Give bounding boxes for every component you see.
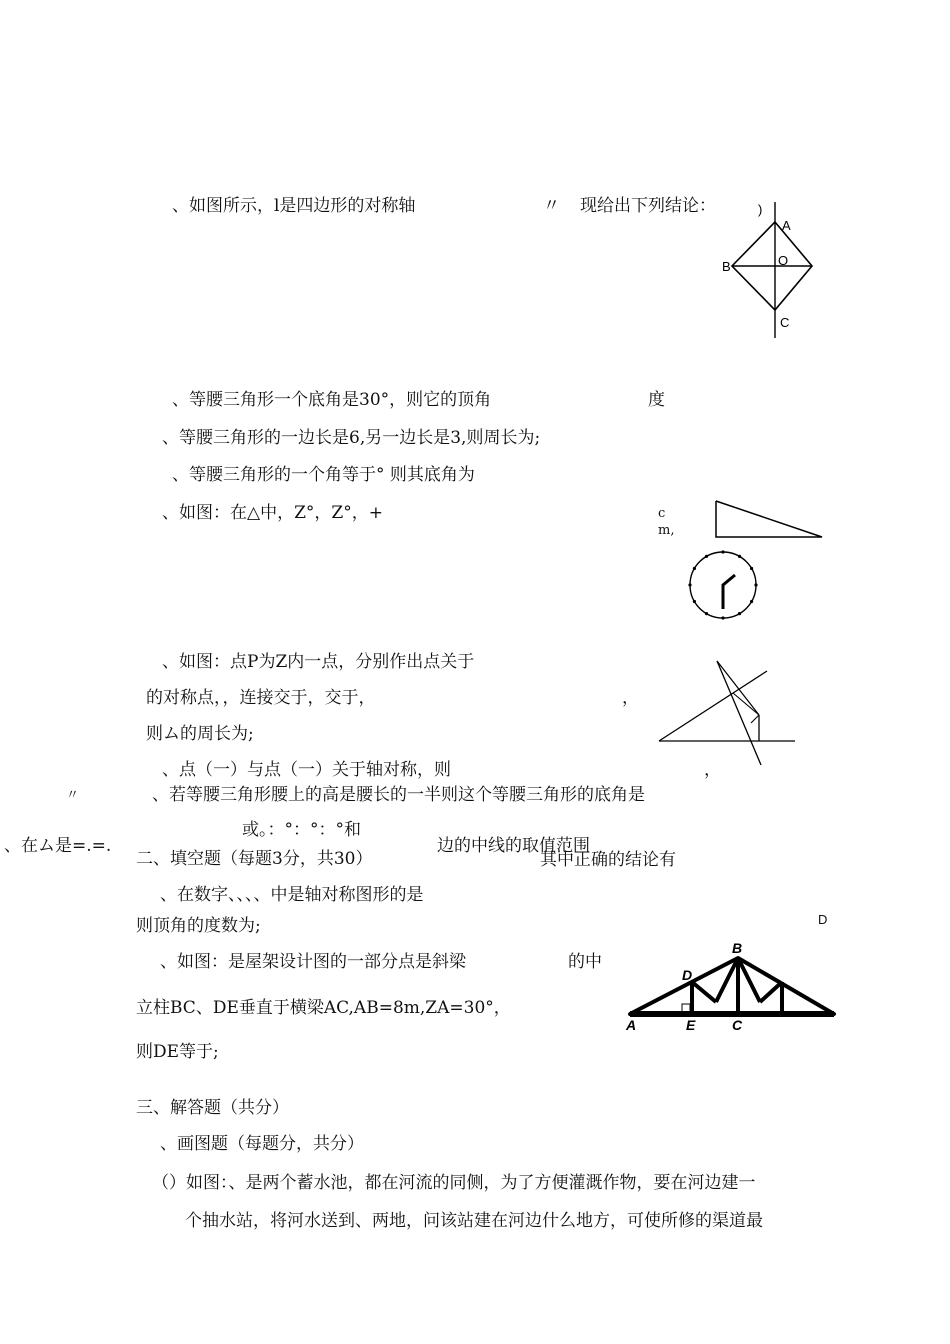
question-roof-line1: 、如图：是屋架设计图的一部分点是斜梁 — [160, 952, 466, 972]
point-p-comma: ， — [622, 688, 639, 708]
right-triangle-figure — [710, 497, 830, 542]
question-axis-symmetry: 、点（一）与点（一）关于轴对称，则 — [162, 760, 451, 780]
question-correct-count: 其中正确的结论有 — [540, 850, 676, 870]
label-o: O — [778, 253, 789, 268]
label-paren: ) — [758, 202, 763, 217]
margin-mark: 〃 — [66, 788, 80, 803]
question-pump-line1: （）如图：、是两个蓄水池，都在河流的同侧，为了方便灌溉作物，要在河边建一 — [152, 1173, 756, 1193]
question-pump-line2: 个抽水站，将河水送到、两地，问该站建在河边什么地方，可使所修的渠道最 — [185, 1211, 763, 1231]
ditto-mark: 〃 — [543, 196, 560, 216]
roof-label-d: D — [682, 967, 693, 983]
clock-figure — [683, 546, 763, 626]
label-c: C — [780, 315, 790, 330]
section-3-title: 三、解答题（共分） — [136, 1098, 289, 1118]
question-roof-line3: 则DE等于; — [136, 1042, 219, 1062]
rhombus-figure — [716, 192, 846, 342]
question-symmetry-tail: 现给出下列结论： — [580, 196, 716, 216]
left-margin-text: 、在ム是=.=. — [4, 836, 112, 856]
question-digits: 、在数字、、、、中是轴对称图形的是 — [160, 885, 424, 905]
question-point-p-line3: 则ム的周长为; — [146, 724, 254, 744]
question-base-angle: 、等腰三角形一个底角是30°，则它的顶角 — [172, 390, 492, 410]
roof-label-b: B — [732, 940, 743, 956]
label-a: A — [782, 218, 791, 233]
roof-label-e: E — [686, 1017, 696, 1033]
cm-m-text: m, — [658, 523, 675, 538]
axis-sym-comma: ， — [704, 760, 721, 780]
answer-or-angles: 或。：°：°：°和 — [242, 820, 361, 840]
question-roof-mid: 的中 — [568, 952, 602, 972]
cm-c-text: c — [658, 506, 666, 521]
section-2-title: 二、填空题（每题3分，共30） — [136, 849, 373, 869]
roof-truss-figure — [622, 938, 842, 1038]
question-perimeter: 、等腰三角形的一边长是6,另一边长是3,则周长为; — [162, 428, 541, 448]
question-vertex-angle: 则顶角的度数为; — [136, 916, 261, 936]
question-cut-partial: 、等腰三角形的一个角等于° 则其底角为 — [172, 465, 475, 485]
question-point-p-line1: 、如图：点P为Z内一点，分别作出点关于 — [162, 652, 475, 672]
base-angle-unit: 度 — [648, 390, 665, 410]
label-b: B — [722, 259, 731, 274]
roof-label-c: C — [732, 1017, 743, 1033]
question-point-p-line2: 的对称点，，连接交于，交于， — [146, 688, 376, 708]
angle-reflection-figure — [655, 657, 800, 772]
question-draw-title: 、画图题（每题分，共分） — [160, 1134, 364, 1154]
roof-label-a: A — [626, 1017, 637, 1033]
question-median-range: 边的中线的取值范围 — [437, 836, 590, 856]
question-height-half: 、若等腰三角形腰上的高是腰长的一半则这个等腰三角形的底角是 — [152, 785, 645, 805]
stray-letter-d: D — [818, 912, 828, 927]
question-triangle: 、如图：在△中，Z°，Z°，+ — [162, 503, 383, 523]
question-symmetry-axis: 、如图所示，l是四边形的对称轴 — [172, 196, 416, 216]
question-roof-line2: 立柱BC、DE垂直于横梁AC,AB=8m,ZA=30°， — [136, 998, 511, 1018]
